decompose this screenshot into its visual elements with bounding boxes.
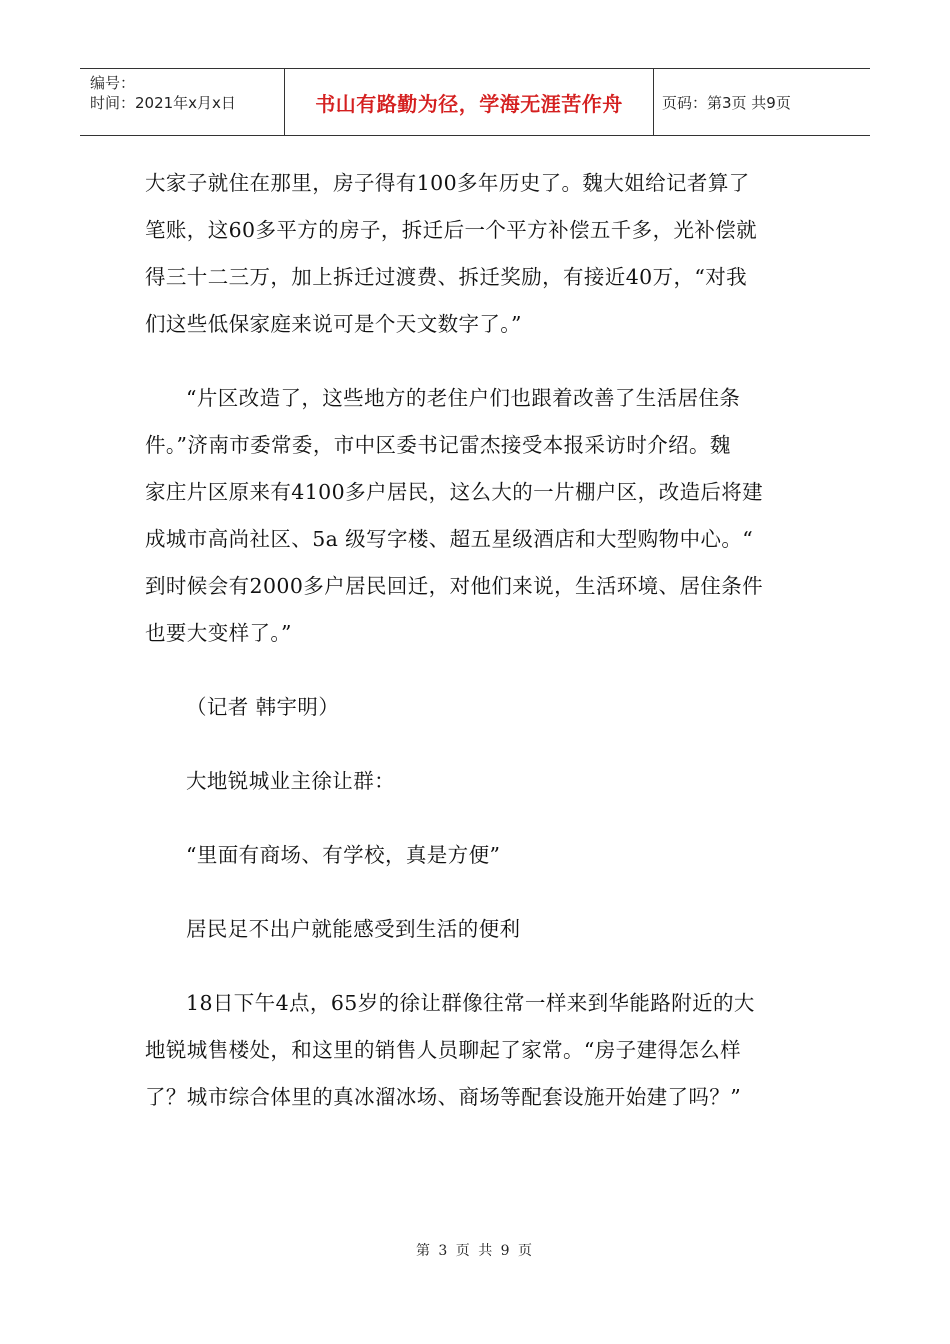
- number-label: 编号：: [90, 74, 136, 92]
- quote-heading: “里面有商场、有学校，真是方便”: [186, 843, 501, 867]
- paragraph-3: 18日下午4点，65岁的徐让群像往常一样来到华能路附近的大 地锐城售楼处，和这里的销售人员聊起了家常。“房子建得怎么样 了？城市综合体里的真冰溜冰场、商场等配套设施开始建了吗？”: [145, 991, 755, 1109]
- reporter-byline: （记者 韩宇明）: [186, 695, 340, 719]
- time-label: 时间：2021年x月x日: [90, 94, 236, 112]
- document-header: [80, 68, 870, 136]
- sub-heading: 居民足不出户就能感受到生活的便利: [186, 917, 521, 941]
- section-subtitle: 大地锐城业主徐让群：: [186, 769, 395, 793]
- paragraph-2: “片区改造了，这些地方的老住户们也跟着改善了生活居住条 件。”济南市委常委，市中区委书记雷杰接受本报采访时介绍。魏 家庄片区原来有4100多户居民，这么大的一片棚户区，改造后将建 成城市高尚社区、5a 级写字楼、超五星级酒店和大型购物中心。“ 到时候会有2000多户居民回迁，对他们来说，生活环境、居住条件 也要大变样了。”: [145, 386, 764, 645]
- paragraph-1: 大家子就住在那里，房子得有100多年历史了。魏大姐给记者算了 笔账，这60多平方的房子，拆迁后一个平方补偿五千多，光补偿就 得三十二三万，加上拆迁过渡费、拆迁奖励，有接近40万，“对我 们这些低保家庭来说可是个天文数字了。”: [145, 171, 758, 336]
- page-footer: 第 3 页 共 9 页: [415, 1243, 535, 1259]
- header-meta: [80, 69, 284, 135]
- article-body: [145, 160, 805, 1121]
- header-page-info: 页码：第3页 共9页: [662, 93, 791, 112]
- header-motto: 书山有路勤为径，学海无涯苦作舟: [284, 69, 654, 135]
